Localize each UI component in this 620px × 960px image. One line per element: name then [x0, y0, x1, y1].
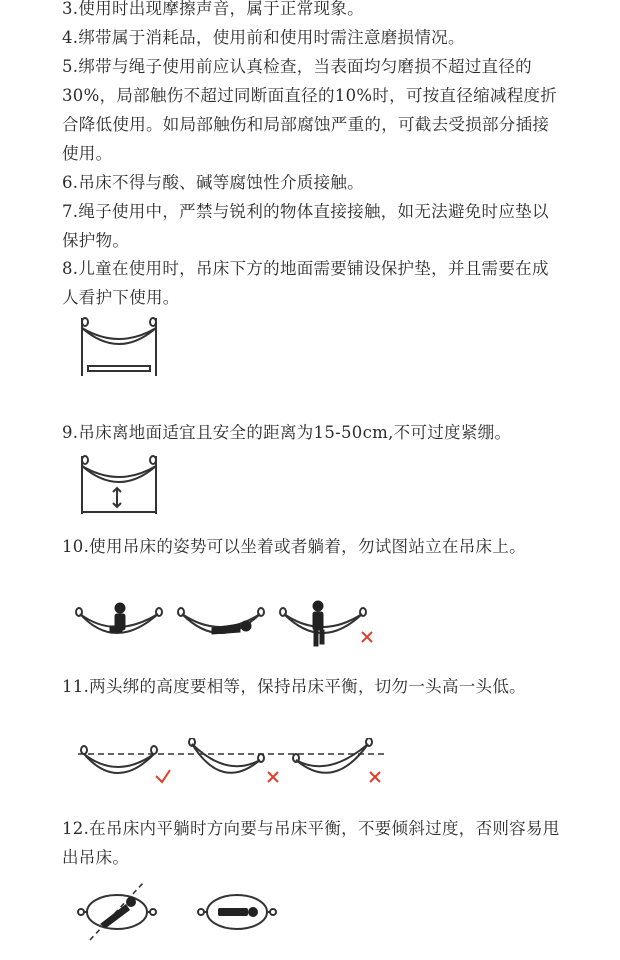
instruction-8: 8.儿童在使用时，吊床下方的地面需要铺设保护垫，并且需要在成人看护下使用。 — [62, 259, 549, 307]
hammock-height-illustration — [72, 452, 172, 518]
instruction-7: 7.绳子使用中，严禁与锐利的物体直接接触，如无法避免时应垫以保护物。 — [62, 202, 549, 250]
instruction-4: 4.绑带属于消耗品，使用前和使用时需注意磨损情况。 — [62, 28, 465, 47]
lying-direction-illustrations — [72, 880, 302, 942]
instruction-12: 12.在吊床内平躺时方向要与吊床平衡，不要倾斜过度，否则容易甩出吊床。 — [62, 819, 560, 867]
posture-illustrations — [70, 600, 390, 660]
hammock-mat-illustration — [72, 312, 172, 380]
instruction-3: 3.使用时出现摩擦声音，属于正常现象。 — [62, 0, 364, 18]
instruction-6: 6.吊床不得与酸、碱等腐蚀性介质接触。 — [62, 173, 364, 192]
instruction-10: 10.使用吊床的姿势可以坐着或者躺着，勿试图站立在吊床上。 — [62, 537, 526, 556]
instruction-5: 5.绑带与绳子使用前应认真检查，当表面均匀磨损不超过直径的30%，局部触伤不超过同断面直径的10%时，可按直径缩减程度折合降低使用。如局部触伤和局部腐蚀严重的，可截去受损部分插接使用。 — [62, 57, 558, 163]
level-illustrations — [72, 738, 392, 790]
instruction-9: 9.吊床离地面适宜且安全的距离为15-50cm,不可过度紧绷。 — [62, 423, 512, 442]
instruction-11: 11.两头绑的高度要相等，保持吊床平衡，切勿一头高一头低。 — [62, 677, 526, 696]
